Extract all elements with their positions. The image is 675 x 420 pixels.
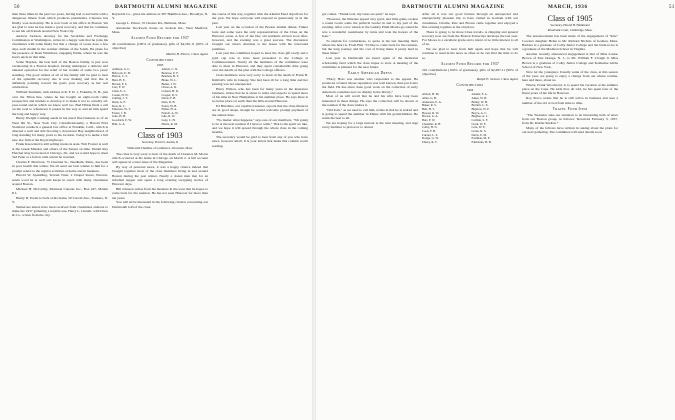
contributor-name: Bugbee, A. L.: [471, 114, 489, 119]
class-1904-fund-text: 210 contributions (100% of graduates), gifts of $2,287.11 (90% of objective): [422, 67, 518, 76]
class-1902-fund-caption: Alumni Fund Record for 1937: [130, 36, 190, 41]
contributor-name: Baker, R. S.: [422, 103, 437, 108]
right-column-3: Class of 1905 Secretary, Harold H. Hammond Riverbank Court, Cambridge, Mass. The announcement has been made of the engagement of "Kite" Cowan's daughter Helen to Mr. Richard Nichols of Goshen, Mass. Barbara is a graduate of Colby Junior College and the bride-to-be is a graduate of the Madison School in Virginia. Another recently announced engagement is that of Miss Louise Brown of East Orange, N. J., to Mr. William F. Clough Jr. Miss Brown is a graduate of Colby Junior College and Katharine Gibbs School of New York. Now let the youngster, Usually some of the class, at this season of the year, are going to enjoy a change from our winter routine, here and there, about us. Where, Frank Woodward, is to spend his vacation at his summer place on the Cape. He adds that, all told, he has spent four of the finest years of his life in Hanover. Roy Prevo writes that he is still active in business and sees a number of the old crowd from time to time. Travel Fund Item "The Treasurer asks our attention to an interesting item of news from our Boston group, as follows: 'Received February 3, 1937, from Dr. Kiddie Shelton.'" Many of the fellows have written in asking about the plans for our next gathering. The committee will send details soon.: [522, 14, 618, 135]
contributor-name: Clark, E. L.: [112, 88, 127, 93]
contributor-name: Dodge, G. W.: [422, 136, 439, 141]
contributor-name: Foster, J. B.: [112, 110, 127, 115]
right-page-number: 51: [668, 4, 675, 10]
travel-fund-caption: Travel Fund Item: [552, 106, 588, 111]
contributor-name: Davis, F. H.: [161, 96, 177, 101]
contributor-name: Burke, J. W.: [161, 81, 177, 86]
class-1903-address: Whitcomb Chamber of Commerce, Worcester, Mass.: [127, 145, 193, 150]
contributor-name: Fisher, H. A.: [161, 107, 178, 112]
contributor-name: Anderson, E. A.: [422, 99, 442, 104]
left-page-number: 50: [14, 4, 20, 10]
contributor-name: Cutting, J. T.: [112, 96, 128, 101]
right-running-header: [402, 4, 675, 10]
contributor-name: Burr, F. W.: [422, 118, 436, 123]
contributor-name: French, A. W.: [161, 110, 179, 115]
contributor-name: Colby, H. N.: [422, 125, 438, 130]
class-1902-agent: Martin B. Pierce, Class Agent: [166, 51, 208, 56]
contributor-name: Emery, R. T.: [422, 139, 438, 144]
early-american-dress-caption: Early American Dress: [348, 71, 392, 76]
contributor-name: Fairbanks, H. B.: [471, 139, 492, 144]
left-page: [0, 0, 312, 420]
contributor-name: Emerson, W. T.: [112, 107, 131, 112]
contributor-name: Gray, C. H.: [161, 118, 176, 123]
class-1905-secretary: Secretary, Harold H. Hammond: [550, 23, 590, 27]
class-1905-heading: Class of 1905: [547, 14, 593, 23]
contributor-name: Bartlett, C. E.: [471, 103, 489, 108]
contributors-year: 1903: [156, 62, 164, 67]
right-page: [316, 0, 675, 420]
contributor-name: Harris, R. M.: [161, 121, 178, 126]
right-month: MARCH, 1936: [547, 4, 588, 10]
contributor-name: Ames, W. B.: [471, 96, 487, 101]
contributor-name: Carr, F. W.: [112, 85, 126, 90]
contributor-name: Cooper, R. S.: [161, 92, 178, 97]
right-column-2: After all it was our good fortune through an unexpected and unexpectedly pleasant trip to have visited in Gorham with our classmates. Charlie, Pete and Brown came together and enjoyed a fine evening together at the old place. There is going to be more Class travels. A chipping and general recovery now are from the Boston Transcript develops the last year. For Moore is a excellent grade and a talent of no little interest to all of us. We are glad to hear from him again and hope that he will continue to send in his news as often as he can find the time to do so. Alumni Fund Record for 1937 210 contributions (100% of graduates), gifts of $2,287.11 (90% of objective) Ralph E. Sexton, Class Agent Contributors 1904 Abbott, H. M. Adams, F. A. Allen, G. B. Ames, W. B. Anderson, E. A. Bailey, W. H. Baker, R. S. Bartlett, C. E. Bell, H. T. Bigelow, W. F. Bowen, R. W. Boyce, A. C. Brown, G. A. Bugbee, A. L. Burr, F. W. Carlisle, S. F. Chandler, R. H. Clark, W. F. Colby, H. N. Cole, W. E. Cook, F. B. Crane, R. S. Currier, L. S. Davis, E. M. Dodge, G. W. Eastman, M. F. Emery, R. T. Fairbanks, H. B.: [422, 12, 518, 144]
contributor-name: Barton, C. S.: [112, 74, 128, 79]
contributor-name: Boyce, A. C.: [471, 110, 488, 115]
contributor-name: Addison, A. C.: [112, 66, 131, 71]
contributor-name: Dow, R. C.: [112, 103, 126, 108]
contributor-name: Carlisle, S. F.: [471, 118, 488, 123]
contributor-name: Cole, W. E.: [471, 125, 486, 130]
contributor-name: Babcock, E. H.: [112, 70, 131, 75]
left-running-header: [14, 4, 218, 10]
contributor-name: Blake, W. L.: [161, 77, 177, 82]
contributors-list-right: [422, 89, 518, 144]
left-column-1: than three times in the past two years, having had a real battle with a dangerous illness from which produces pneumonia. Clarence has finally won decisively. He is now back at his office in Boston. We are glad to note he has made a good recovery, and that he continues to see his old friends around New York City. Andrew Jackson, attorney for the Securities and Exchange Commission at Washington, writes in a happy vein that he joins his classmates with some likely but that a change of scene does a few days each month in the warmer climate of the South. He plans for the presence of Dean Whitmore, engaging Eddie, where he was the host's uncle in that time. Some Hayden, the best half of the Boston family, is just now vacationing in a Boston hospital, having undergone a delicate and unusual operation for the relief of her trouble of some two years' standing. The good wishes of all of the family will be glad to hear of the splendid recovery she is now making and that she is definitely pointing toward the goals your recovery as her real celebration. William Turnham, with address at R. F. D. 1, Franklin, N. H., just over the Tilton line, where he has bought an eight-room camp prospective and intends to develop it to make it not so actually all-year-round and in which we know well too. Bud Hilton finds a call on the road to whomever it passes in the way to and let him spend the long and happy way. Henry Dwight Cushing sends in his usual fine business as of an West 9th St., New York City. Classificationally, a Harold Fritz Stoddard conducts a general law office at Franklin, Calif., which is directed a well and still favoring a downtown Bay neighborhood of long standing for many years to his location. Today it is under a full new law firm at the Royal highways. Frank Knowland is still selling trucks in Asia. Wm Fowler is well at the Greek Mission and others of the Sunset on time. Daniel Ray Fletcher may be located at Chicago, Ill., and we would hope to meet Ted Fenn or a fellow with whom he traveled. Charles F. Morrison, 75 Chestnut St., Needham, Mass., has been in poor health this winter. We all send our best wishes to him for a prompt return to the regular activities at home and in business. Harold W. Spaulding, Terrain Trust, 2 Chapel Street, Newton, sends word he is well and keeps in touch with many classmates around Boston. Michael H. McCarthy, Montreal Canada, Inc., Box 247, Manila P. I. Henry D. Porter is back at his home, 50 Carroll Ave., Yonkers, N. Y. Numerous letters have been received from classmates anxious to make the 1937 gathering a notable one. Harry L. Linnell, with Drew & Co., writes from the city.: [12, 12, 108, 218]
contributor-name: Clark, W. F.: [471, 121, 487, 126]
contributors-list-left: [112, 64, 208, 127]
contributors-heading-right: Contributors: [456, 83, 484, 88]
contributor-name: Brown, G. A.: [422, 114, 439, 119]
class-1905-address: Riverbank Court, Cambridge, Mass.: [547, 28, 593, 33]
contributor-name: Bowen, R. W.: [422, 110, 440, 115]
contributors-year: 1904: [466, 88, 474, 93]
contributor-name: Eastman, M. F.: [471, 136, 490, 141]
left-magazine-title: DARTMOUTH ALUMNI MAGAZINE: [115, 4, 218, 10]
contributor-name: Chase, A. R.: [161, 85, 177, 90]
class-1903-heading: Class of 1903: [137, 131, 183, 141]
contributor-name: Coburn, H. R.: [161, 88, 179, 93]
contributor-name: Gale, H. H.: [112, 114, 126, 119]
contributor-name: Goodrich, E. W.: [112, 118, 132, 123]
class-1904-fund-caption: Alumni Fund Record for 1937: [440, 61, 500, 66]
contributor-name: Eaton, W. B.: [161, 103, 177, 108]
contributor-name: Chandler, R. H.: [422, 121, 442, 126]
contributor-name: Gile, R. W.: [161, 114, 176, 119]
contributor-name: Beaman, B. T.: [161, 74, 179, 79]
contributor-name: Davis, E. M.: [471, 132, 487, 137]
contributor-name: Currier, L. S.: [422, 132, 439, 137]
left-column-3: the course of this way, together with the Alumni Fund objectives for the year. We hope everyone will respond as generously as in the past. Last year on the occasion of the Boston alumni dinner, Tinker Gale and some were the only representatives of the Class on the Hanover scene. A few of the fine old residents arrived soon after, however, and the evening was a great success. The discussion brought our class's attention to the house with the renovated premises. Last year the committee hoped to have the class gift ready and a gold cup was to have been presented to the College at Commencement. Nearly all the members of the committee were able to meet in Hanover, and they spent considerable time going over the details of the plan with the College officers. Class members were very sorry to learn of the death of Frank B. Kimball's wife in January. She had been ill for a long time and her passing was not unexpected. Harry Wilson, who has been for many years in the insurance business, writes that he is about to retire and expects to spend more of his time in New Hampshire at his summer place. He says there is no better place on earth than the hills around Hanover. Ed Hutchins, our capable treasurer, reports that the class finances are in good shape, though he would welcome prompt payment of the annual dues. "No matter what happens," says one of our members, "I'm going to be at the next reunion if I have to walk." That is the spirit we like, and we hope it will spread through the whole class in the coming months. The secretary would be glad to hear from any of you who have news, however small. It is your letters that make this column worth reading.: [212, 12, 308, 148]
contributor-name: Abbott, H. M.: [422, 92, 440, 97]
class-1904-agent: Ralph E. Sexton, Class Agent: [477, 77, 518, 82]
right-magazine-title: DARTMOUTH ALUMNI MAGAZINE: [402, 4, 505, 10]
contributor-name: Dole, R. B.: [161, 99, 176, 104]
contributor-name: Cook, F. B.: [422, 129, 436, 133]
contributors-heading-left: Contributors: [146, 57, 174, 62]
contributor-name: Bailey, W. H.: [471, 99, 488, 104]
contributor-name: Allen, G. B.: [422, 96, 437, 101]
section-divider: [145, 128, 175, 129]
class-1903-secretary: Secretary, David S. Austin, II: [141, 140, 179, 145]
right-column-1: got comes. "Thank God, my taxes are paid," he says. "However, the illiterate appeal very good, and little gains, reckon a round Gown some the political border in and to my part of the evening. After a low whack at the Gadsby Plum Morris-go-round he was a wonderful toastmaster by turns and took the honors of the hour." To explain for contrariness, to quote at the last meeting that's where the heart is. From Bill, "I'd like to come back for the reunion, but the long journey and the cost of living make it pretty hard in these times." Last year in Dartmouth we heard again of the memorial scholarship fund which the class hopes to start. A meeting of the committee is planned for the near future. Early American Dress "Harry Hoss was another who responded to the appeal. He produced a friend whose reputation was well known, then put it into the field. He has since done good work on the collection of early American costumes now on display in the library." Most of us will recall that he and his wife have long been interested in these things. He says the collection will be shown at the reunion if the class wishes it. "Old Tom," as we used to call him, writes in that he is retired and is going to spend the summer in Maine with his grandchildren. He sends his best to all. We are hoping for a large turnout at the next meeting, and urge every member to plan now to attend.: [322, 12, 418, 130]
contributor-name: Crane, R. S.: [471, 129, 487, 133]
contributor-name: Hall, G. A.: [112, 121, 126, 126]
contributor-name: Bigelow, W. F.: [471, 107, 490, 112]
contributor-name: Abbott, C. N.: [161, 66, 179, 71]
contributor-name: Cooke, H. W.: [112, 92, 129, 97]
contributor-name: Brown, F. S.: [112, 81, 128, 86]
contributor-name: Adams, F. A.: [471, 92, 488, 97]
class-1902-fund-text: 49 contributions (100% of graduates), gifts of $4,581.11 (80% of objective): [112, 42, 208, 51]
contributor-name: Bell, H. T.: [422, 107, 435, 112]
contributor-name: Bent, H. E.: [112, 77, 126, 82]
contributor-name: Dean, A. F.: [112, 99, 126, 104]
left-column-2: Reynolds Co., gives his address as 387 Hamilton Ave., Brooklyn, N. Y. George L. Prince, 55 Chester Rd., Belmont, Mass. Alexander Stockwell, house on Jackson Rd., West Medford, Mass. Alumni Fund Record for 1937 49 contributions (100% of graduates), gifts of $4,581.11 (80% of objective) Martin B. Pierce, Class Agent Contributors 1903 Addison, A. C. Abbott, C. N. Babcock, E. H. Barstow, E. F. Barton, C. S. Beaman, B. T. Bent, H. E. Blake, W. L. Brown, F. S. Burke, J. W. Carr, F. W. Chase, A. R. Clark, E. L. Coburn, H. R. Cooke, H. W. Cooper, R. S. Cutting, J. T. Davis, F. H. Dean, A. F. Dole, R. B. Dow, R. C. Eaton, W. B. Emerson, W. T. Fisher, H. A. Foster, J. B. French, A. W. Gale, H. H. Gile, R. W. Goodrich, E. W. Gray, C. H. Hall, G. A. Harris, R. M. Class of 1903 Secretary, David S. Austin, II Whitcomb Chamber of Commerce, Worcester, Mass. The class is very sorry to hear of the death of Clarence M. Morse which occurred at his home in Chicago on March 2. A full account will appear in a later issue of the Magazine. By way of personal news, it was a happy chance indeed that brought together most of the class members living in and around Boston during the past winter. Nearly a dozen men met for an informal supper and spent a long evening swapping stories of Hanover days. Bill Johnson writes from his business in the west that he hopes to come back for the reunion. He has not seen Hanover for more than ten years. You will all be interested in the following circular concerning our Dartmouth Gift of the class.: [112, 12, 208, 209]
contributor-name: Barstow, E. F.: [161, 70, 179, 75]
